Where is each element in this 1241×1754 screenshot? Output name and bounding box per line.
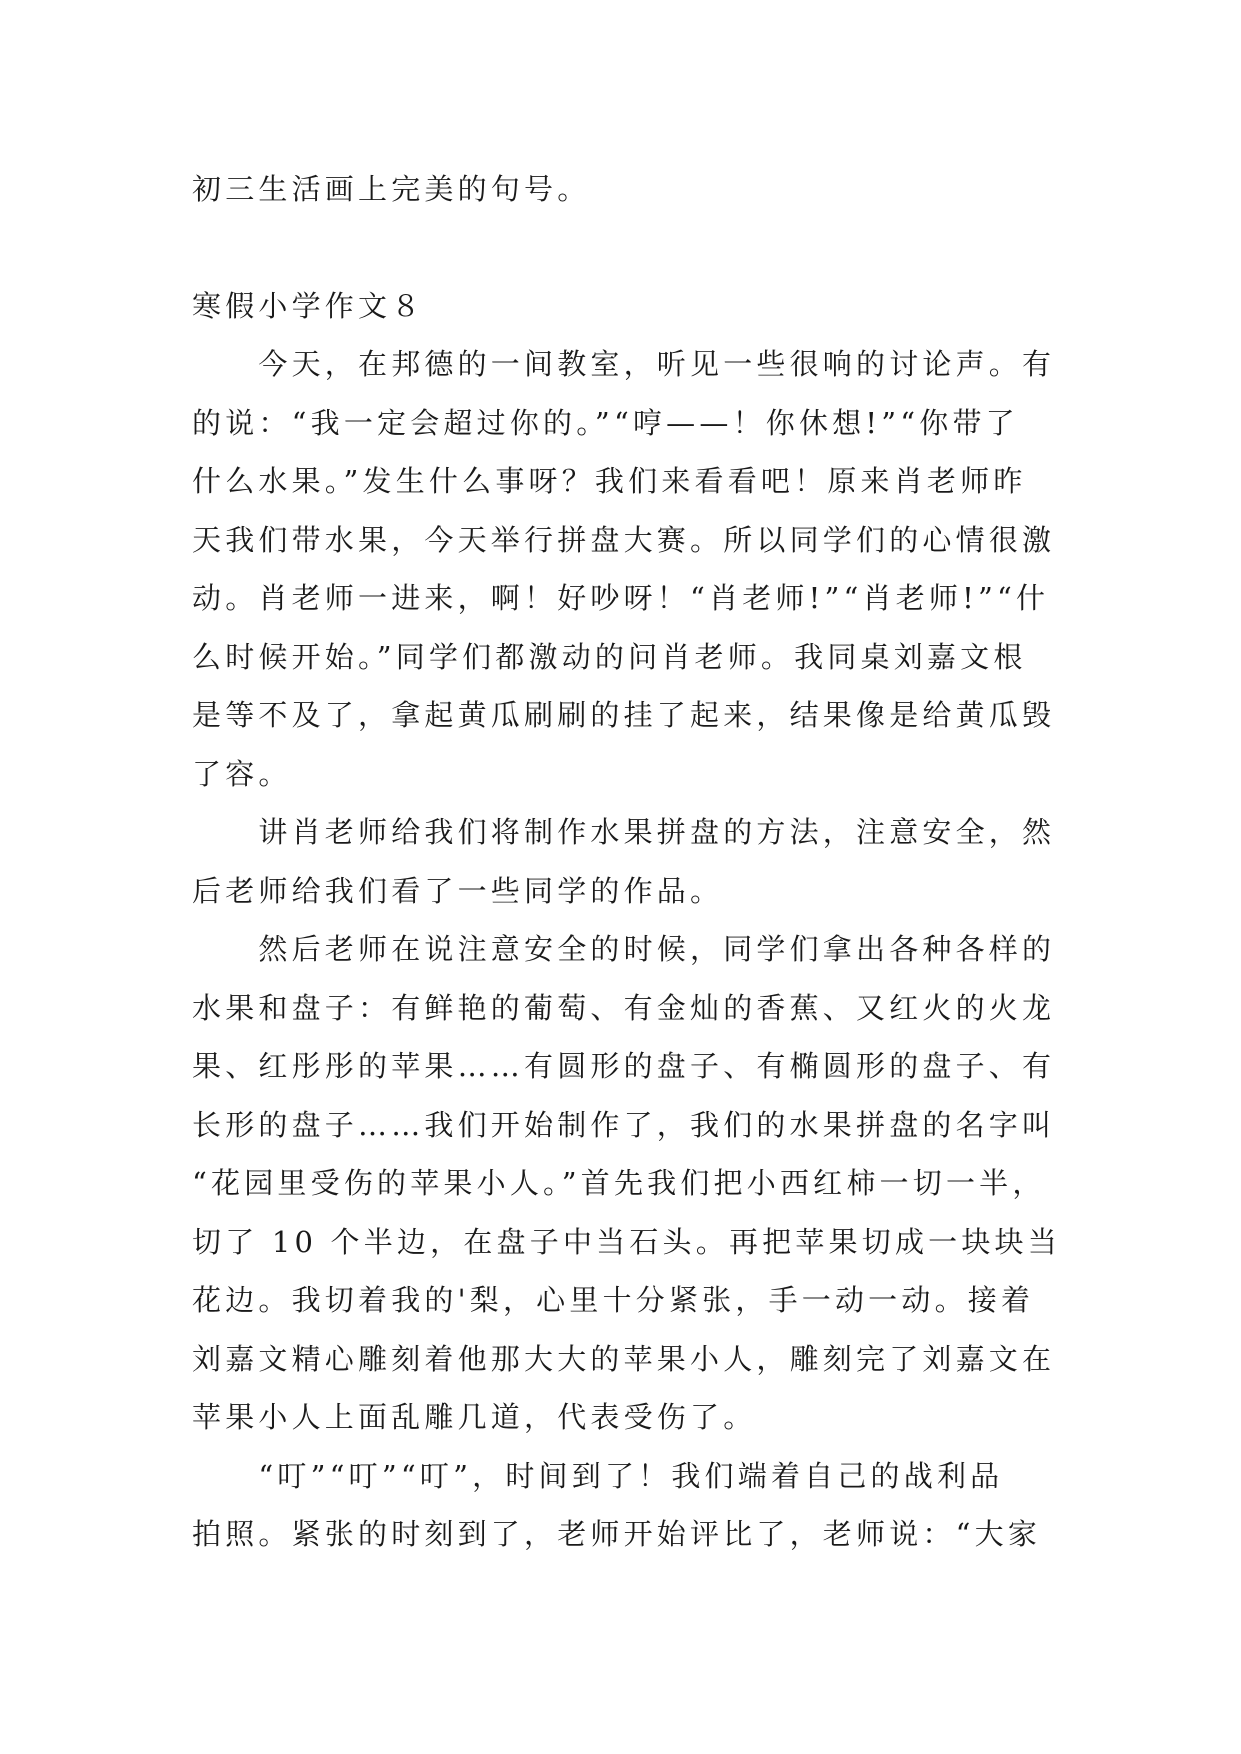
text-line: 什么水果。”发生什么事呀？我们来看看吧！原来肖老师昨 (192, 464, 1027, 498)
text-line: 果、红彤彤的苹果……有圆形的盘子、有椭圆形的盘子、有 (192, 1049, 1056, 1083)
text-line: 花边。我切着我的'梨，心里十分紧张，手一动一动。接着 (192, 1283, 1035, 1317)
text-line: 水果和盘子：有鲜艳的葡萄、有金灿的香蕉、又红火的火龙 (192, 990, 1056, 1025)
document-body (192, 160, 1064, 1564)
text-line: 刘嘉文精心雕刻着他那大大的苹果小人，雕刻完了刘嘉文在 (192, 1341, 1056, 1376)
lead-line: 初三生活画上完美的句号。 (192, 172, 591, 206)
text-line: 的说：“我一定会超过你的。”“哼——！你休想!”“你带了 (192, 405, 1019, 440)
text-line: 么时候开始。”同学们都激动的问肖老师。我同桌刘嘉文根 (192, 639, 1027, 674)
text-line: “叮”“叮”“叮”，时间到了！我们端着自己的战利品 (192, 1458, 1004, 1493)
text-line: 是等不及了，拿起黄瓜刷刷的挂了起来，结果像是给黄瓜毁 (192, 698, 1056, 732)
text-line: 天我们带水果，今天举行拼盘大赛。所以同学们的心情很激 (192, 522, 1056, 557)
text-line: 后老师给我们看了一些同学的作品。 (192, 873, 724, 908)
text-line: 了容。 (192, 756, 292, 791)
text-line: 今天，在邦德的一间教室，听见一些很响的讨论声。有 (192, 347, 1056, 381)
paragraph (192, 920, 1064, 1447)
paragraph (192, 1447, 1064, 1564)
paragraph (192, 803, 1064, 920)
text-line: 动。肖老师一进来，啊！好吵呀！“肖老师!”“肖老师!”“什 (192, 581, 1050, 615)
paragraph (192, 335, 1064, 803)
text-line: 讲肖老师给我们将制作水果拼盘的方法，注意安全，然 (192, 815, 1056, 849)
text-line: 苹果小人上面乱雕几道，代表受伤了。 (192, 1400, 757, 1434)
text-line: 切了 10 个半边，在盘子中当石头。再把苹果切成一块块当 (192, 1224, 1061, 1259)
text-line: “花园里受伤的苹果小人。”首先我们把小西红柿一切一半， (192, 1166, 1046, 1200)
text-line: 然后老师在说注意安全的时候，同学们拿出各种各样的 (192, 932, 1056, 966)
section-heading: 寒假小学作文８ (192, 288, 425, 323)
text-line: 拍照。紧张的时刻到了，老师开始评比了，老师说：“大家 (192, 1517, 1042, 1551)
text-line: 长形的盘子……我们开始制作了，我们的水果拼盘的名字叫 (192, 1107, 1056, 1142)
